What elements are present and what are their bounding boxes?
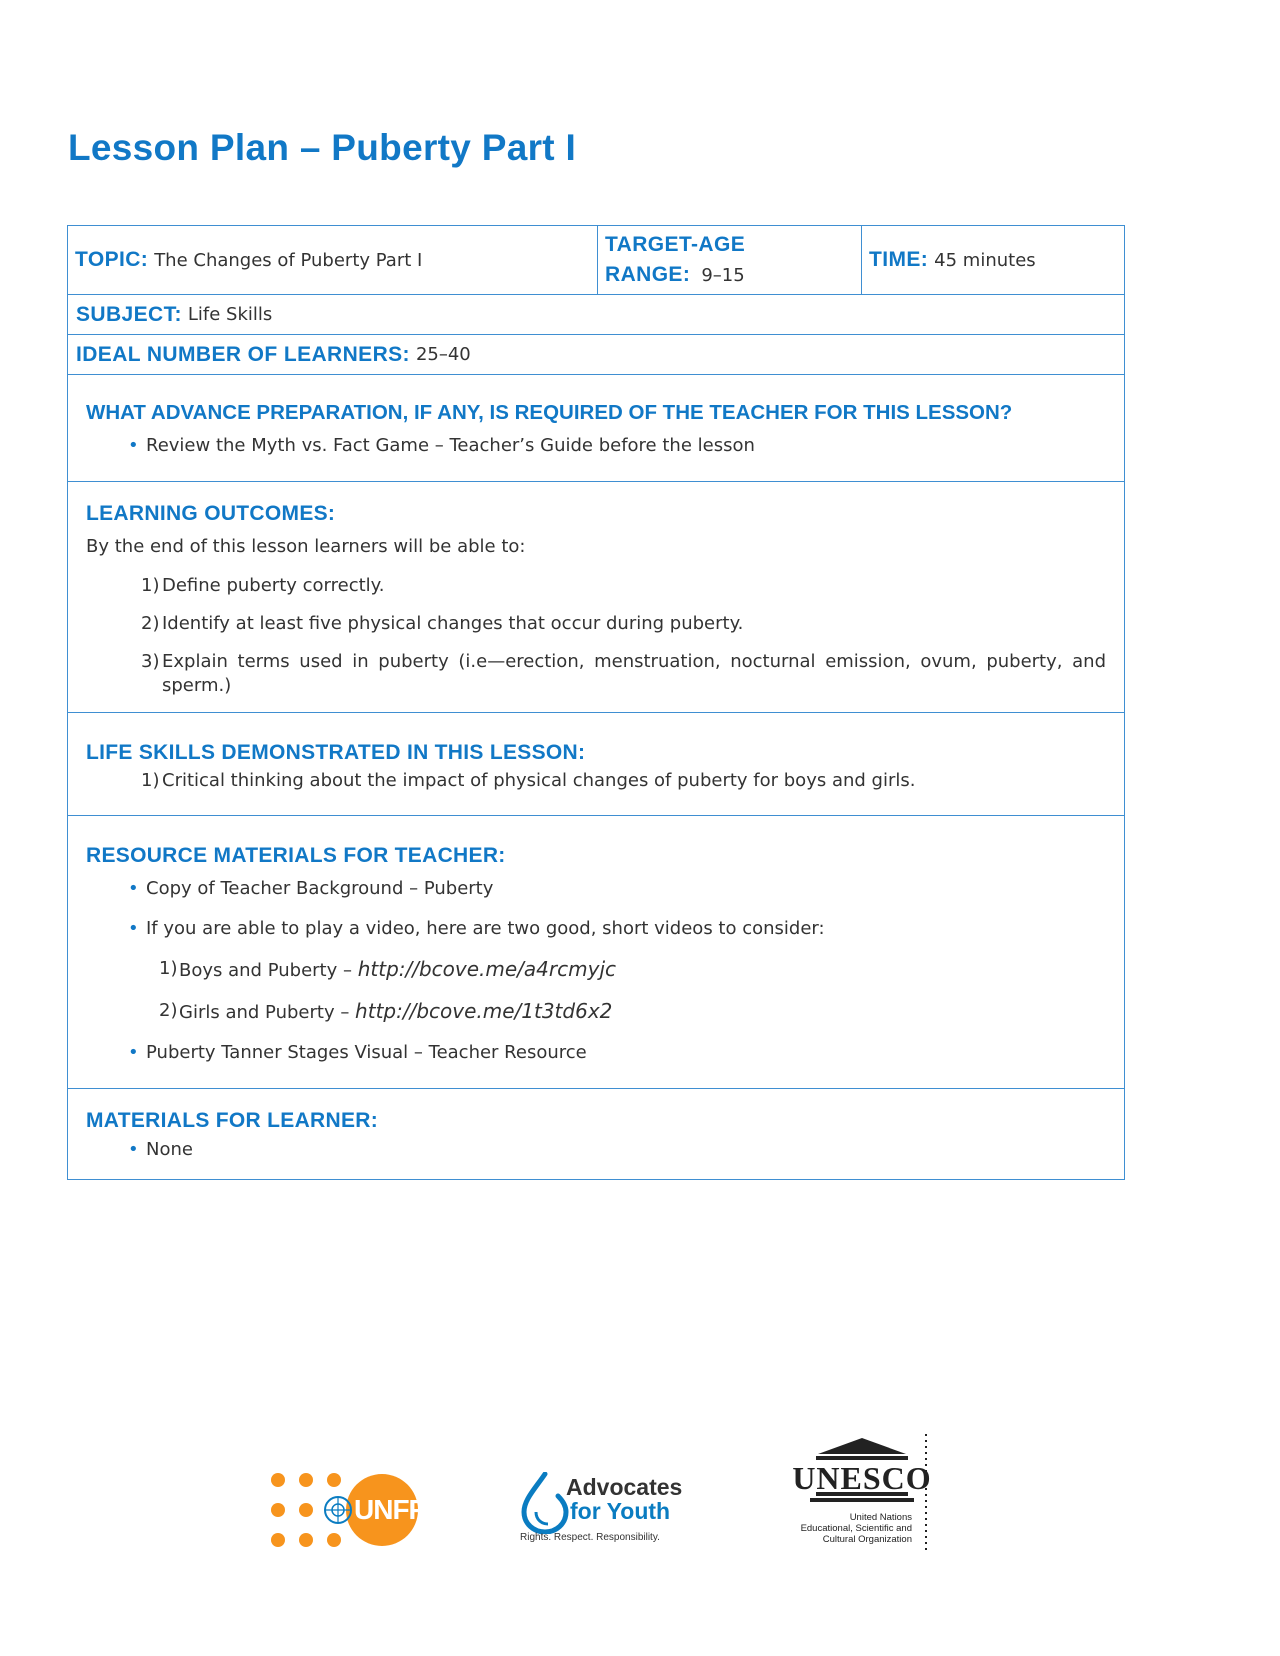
outcome-text: Explain terms used in puberty (i.e—erection, menstruation, nocturnal emission, ovum, puberty, and sperm.) — [162, 651, 1106, 696]
video-link[interactable]: http://bcove.me/1t3td6x2 — [355, 999, 613, 1023]
unesco-wordmark: UNESCO — [792, 1460, 930, 1496]
time-cell — [862, 226, 1124, 294]
list-item — [86, 1137, 1106, 1163]
item-number: 1) — [141, 575, 160, 596]
video-link[interactable]: http://bcove.me/a4rcmyjc — [357, 957, 616, 981]
learner-materials-section — [68, 1089, 1124, 1179]
lesson-plan-table — [67, 225, 1125, 1180]
unesco-caption — [770, 1512, 912, 1545]
item-number: 1) — [159, 958, 178, 979]
subject-value: Life Skills — [187, 304, 273, 325]
list-item — [86, 574, 1106, 598]
topic-value: The Changes of Puberty Part I — [154, 249, 423, 271]
topic-cell — [68, 226, 598, 294]
unesco-logo — [780, 1434, 930, 1558]
bullet-icon: • — [128, 435, 139, 456]
range-label: RANGE: — [605, 263, 691, 286]
time-label: TIME: — [869, 248, 929, 271]
afy-name-line-2: for Youth — [570, 1498, 671, 1524]
age-range-value: 9–15 — [701, 265, 745, 286]
water-drop-icon — [520, 1472, 570, 1534]
time-value: 45 minutes — [934, 249, 1036, 271]
item-number: 3) — [141, 651, 160, 672]
afy-tagline: Rights. Respect. Responsibility. — [520, 1532, 660, 1543]
list-item — [86, 650, 1106, 698]
bullet-icon: • — [128, 878, 139, 899]
preparation-item: Review the Myth vs. Fact Game – Teacher’s Guide before the lesson — [146, 435, 755, 456]
header-row — [68, 226, 1124, 295]
life-skills-section — [68, 713, 1124, 816]
unesco-caption-line-2: Educational, Scientific and — [800, 1523, 912, 1534]
video-item — [86, 998, 1106, 1026]
resource-item: Copy of Teacher Background – Puberty — [146, 878, 494, 899]
resource-item: Puberty Tanner Stages Visual – Teacher Resource — [146, 1042, 587, 1063]
bullet-icon: • — [128, 1139, 139, 1160]
life-skills-heading: LIFE SKILLS DEMONSTRATED IN THIS LESSON: — [86, 741, 586, 764]
resource-materials-heading: RESOURCE MATERIALS FOR TEACHER: — [86, 844, 506, 867]
item-number: 2) — [141, 613, 160, 634]
list-item — [86, 1040, 1106, 1066]
outcome-text: Identify at least five physical changes that occur during puberty. — [162, 613, 744, 634]
list-item — [86, 876, 1106, 902]
outcome-text: Define puberty correctly. — [162, 575, 385, 596]
item-number: 2) — [159, 1000, 178, 1021]
unesco-caption-line-3: Cultural Organization — [822, 1534, 912, 1545]
afy-name-line-1: Advocates — [566, 1474, 683, 1500]
resource-item: If you are able to play a video, here are two good, short videos to consider: — [146, 918, 825, 939]
partner-logos — [0, 1420, 1280, 1570]
video-label: Girls and Puberty – — [179, 1002, 356, 1023]
bullet-icon: • — [128, 918, 139, 939]
bullet-icon: • — [128, 1042, 139, 1063]
topic-label: TOPIC: — [75, 248, 149, 271]
video-item — [86, 956, 1106, 984]
learning-outcomes-intro: By the end of this lesson learners will be able to: — [86, 536, 526, 557]
unesco-caption-line-1: United Nations — [849, 1512, 912, 1523]
subject-label: SUBJECT: — [76, 302, 182, 326]
resource-materials-section — [68, 816, 1124, 1089]
page-title: Lesson Plan – Puberty Part I — [68, 127, 577, 168]
unfpa-wordmark: UNFPA — [354, 1494, 444, 1525]
learner-material-item: None — [146, 1139, 193, 1160]
list-item — [86, 612, 1106, 636]
learning-outcomes-heading: LEARNING OUTCOMES: — [86, 502, 336, 525]
target-age-cell — [598, 226, 862, 294]
learners-row — [68, 335, 1124, 375]
learners-value: 25–40 — [415, 344, 471, 365]
learners-label: IDEAL NUMBER OF LEARNERS: — [76, 342, 410, 366]
item-number: 1) — [141, 770, 160, 791]
preparation-heading: WHAT ADVANCE PREPARATION, IF ANY, IS REQUIRED OF THE TEACHER FOR THIS LESSON? — [86, 401, 1013, 424]
preparation-section — [68, 375, 1124, 482]
list-item — [86, 769, 1106, 793]
list-item — [86, 916, 1106, 1026]
list-item — [86, 433, 1106, 459]
learner-materials-heading: MATERIALS FOR LEARNER: — [86, 1109, 379, 1132]
target-age-label: TARGET-AGE — [605, 233, 746, 256]
video-label: Boys and Puberty – — [179, 960, 358, 981]
unfpa-logo — [270, 1472, 444, 1556]
life-skill-text: Critical thinking about the impact of physical changes of puberty for boys and girls. — [162, 770, 916, 791]
learning-outcomes-section — [68, 482, 1124, 713]
subject-row — [68, 295, 1124, 335]
